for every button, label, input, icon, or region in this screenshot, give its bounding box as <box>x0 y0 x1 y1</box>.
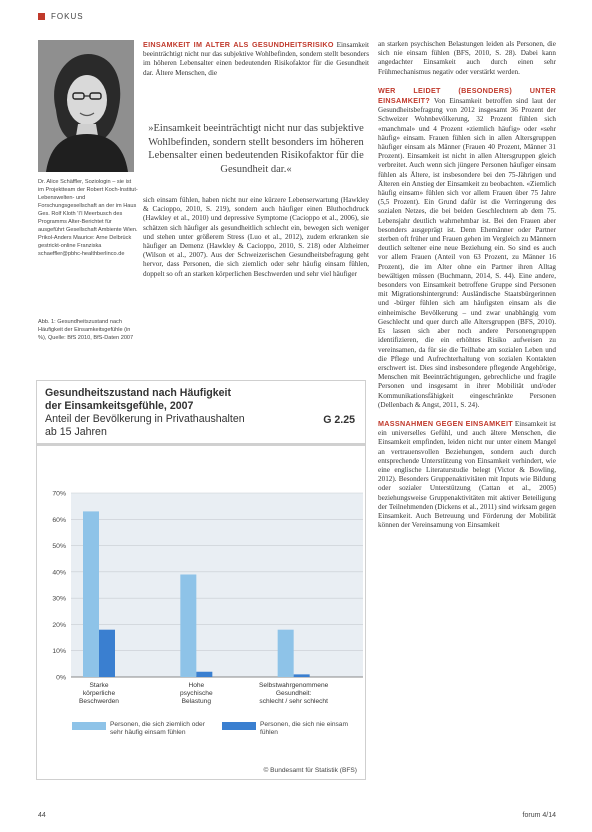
y-tick-label: 70% <box>52 490 66 498</box>
author-photo <box>38 40 134 172</box>
x-category-label: Hohe <box>188 682 205 689</box>
heading-health-risk: EINSAMKEIT IM ALTER ALS GESUNDHEITSRISIKO <box>143 40 334 49</box>
bar <box>278 630 294 677</box>
legend-label-lonely: Personen, die sich ziemlich oder sehr häufig einsam fühlen <box>110 721 205 737</box>
bar <box>294 674 310 677</box>
chart-subtitle-line-1: Anteil der Bevölkerung in Privathaushalten <box>45 413 245 425</box>
y-tick-label: 60% <box>52 516 66 524</box>
chart-panel <box>36 380 366 780</box>
page-number: 44 <box>38 812 46 819</box>
chart-title-line-1: Gesundheitszustand nach Häufigkeit <box>45 387 232 399</box>
column-right <box>378 40 556 804</box>
column-body <box>143 196 369 376</box>
bar <box>83 511 99 677</box>
paragraph-measures: Einsamkeit ist ein universelles Gefühl, und auch ältere Menschen, die Einsamkeit empfinden, leiden nicht nur unter einem Mangel an vertrauensvollen Beziehungen, sondern auch durch entsprechende Unterstützung von Einsamkeit verhindert, wie eine englische Literaturstudie belegt (Victor & Bowling, 2012). Besonders Gruppenaktivitäten mit Inputs wie Bildung oder sozialer Unterstützung (Cattan et al., 2005) beziehungsweise Gruppenaktivitäten mit aktiver Beteiligung der Teilnehmenden (Dickens et al., 2011) sind wirksam gegen Einsamkeit. Auch Betreuung und Förderung der Mobilität können der Vereinsamung von Einsamkeit <box>378 419 556 530</box>
y-tick-label: 40% <box>52 569 66 577</box>
body-text: sich einsam fühlen, haben nicht nur eine kürzere Lebenserwartung (Hawkley & Cacioppo, 2010, S. 219), sondern auch häufiger einen Bluthochdruck (Hawkley et al., 2010) und depressive Symptome (Cacioppo et al., 2006), sie schätzen sich häufiger als gesundheitlich schlecht ein, bewegen sich weniger und stehen unter größerem Stress (Luo et al., 2012), zudem erkranken sie häufiger an Demenz (Hawkley & Cacioppo, 2010, S. 218) oder Alzheimer (Wilson et al., 2007). Aus der Schweizerischen Gesundheitsbefragung geht hervor, dass Personen, die sich ziemlich oder sehr häufig einsam fühlen, doppelt so oft an starken körperlichen Beschwerden und sehr viel häufiger <box>143 196 369 278</box>
x-category-label: psychische <box>180 690 213 697</box>
chart-code: G 2.25 <box>323 414 355 426</box>
legend-swatch-lonely <box>72 722 106 730</box>
bar <box>180 574 196 677</box>
y-tick-label: 0% <box>56 674 66 682</box>
intro-text: Einsamkeit beeinträchtigt nicht nur das subjektive Wohlbefinden, sondern stellt besonders im höheren Lebensalter einen bedeutenden Risikofaktor für die Gesundheit dar. Ältere Menschen, die <box>143 41 369 77</box>
chart-title-line-2: der Einsamkeitsgefühle, 2007 <box>45 400 194 412</box>
section-kicker <box>38 12 84 21</box>
y-tick-label: 10% <box>52 648 66 656</box>
paragraph-continued: an starken psychischen Belastungen leiden als Personen, die sich nie einsam fühlen (BFS, 2010, S. 28). Dabei kann angedachter Einsamkeit auch durch einen sehr Frühmechanismus negativ oder verstärkt werden. <box>378 40 556 76</box>
y-tick-label: 20% <box>52 621 66 629</box>
x-category-label: Belastung <box>181 698 211 705</box>
legend-label-never-lonely: Personen, die sich nie einsam fühlen <box>260 721 348 737</box>
chart-legend <box>72 721 362 757</box>
chart-source: © Bundesamt für Statistik (BFS) <box>263 767 357 774</box>
issue-label: forum 4/14 <box>522 812 556 819</box>
x-category-labels <box>79 682 329 705</box>
chart-subtitle-line-2: ab 15 Jahren <box>45 426 107 438</box>
heading-measures: MASSNAHMEN GEGEN EINSAMKEIT <box>378 418 513 428</box>
legend-swatch-never-lonely <box>222 722 256 730</box>
column-intro <box>143 40 369 78</box>
figure-caption: Abb. 1: Gesundheitszustand nach Häufigkeit der Einsamkeitsgefühle (in %), Quelle: BfS 2010, BfS-Daten 2007 <box>38 319 134 341</box>
author-caption: Dr. Alice Schäffler, Soziologin – sie ist im Projektteam der Robert Koch-Institut-Lebenswelten- und Forschungsgesellschaft an der im Haus Ges. Rolf Kloth ’I’l Meerbusch des Programms Alter-Berichtet für ausgeführt Gesellschaft Ambiente Wien. Prikol-Anders Maurice: Arne Delbrück gestrickt-online Franziska schaeffler@pbhc-healthberlinco.de <box>38 179 138 257</box>
y-tick-labels <box>52 491 66 682</box>
bar <box>196 672 212 677</box>
pull-quote: »Einsamkeit beeinträchtigt nicht nur das subjektive Wohlbefinden, sondern stellt besonders im höheren Lebensalter einen bedeutenden Risikofaktor für die Gesundheit dar.« <box>148 123 364 175</box>
kicker-square-icon <box>38 13 45 20</box>
bar-chart <box>37 381 365 779</box>
y-tick-label: 30% <box>52 595 66 603</box>
legend-item-lonely <box>72 721 212 737</box>
section-label: FOKUS <box>51 12 84 21</box>
legend-item-never-lonely <box>222 721 362 737</box>
x-category-label: Starke <box>89 682 109 689</box>
x-category-label: Selbstwahrgenommene <box>259 682 329 689</box>
x-category-label: schlecht / sehr schlecht <box>259 698 328 705</box>
paragraph-who-suffers: Von Einsamkeit betroffen sind laut der Gesundheitsbefragung von 2012 insgesamt 36 Prozent der Schweizer Wohnbevölkerung, 32 Prozent fühlen sich «manchmal» und 4 Prozent «ziemlich häufig» oder «sehr häufig» einsam. Frauen fühlen sich in allen Altersgruppen häufiger einsam als Männer (Frauen 40 Prozent, Männer 31 Prozent). Einsamkeit ist nicht in allen Altersgruppen gleich verbreitet. Auch wenn sich jüngere Personen häufiger einsam fühlen als Ältere, ist insbesondere bei den 75-Jährigen und Älteren ein Anstieg der Einsamkeit zu beobachten. «Ziemlich häufig einsam» fühlen sich vor allem Frauen über 75 Jahre (5,5 Prozent). Ein Grund dafür ist die Verringerung des sozialen Netzes, die bei beiden Geschlechtern ab dem 75. Lebensjahr deutlich wahrnehmbar ist. Bei den Frauen aber besonders ausgeprägt ist. Denn Ehemänner oder Partner sterben oft früher und Frauen gehen im Vergleich zu Männern deutlich seltener eine neue Beziehung ein. So sind es auch vor allem Frauen (Anteil von 63 Prozent, zu Männer 16 Prozent), die im Alter ohne ein Partner ihren Alltag bewältigen müssen (Buchmann, 2014, S. 44). Eine andere, besonders von Einsamkeit betroffene Gruppe sind Personen mit Migrationshintergrund: Ausländische Staatsbürgerinnen und -bürger fühlen sich am häufigsten einsam als die einheimische Bevölkerung – und zwar unabhängig vom Geschlecht und quer durch alle Altersgruppen (BFS, 2010). Es lassen sich aber noch andere Personengruppen identifizieren, die ein erhöhtes Risiko aufweisen zu vereinsamen, da für sie die Teilhabe am sozialen Leben und die Pflege und Aufrechterhaltung von sozialen Kontakten erschwert ist. Dies sind insbesondere pflegende Angehörige, Menschen mit Beeinträchtigungen, gebrechliche und fragile Personen und insgesamt in ihrer Mobilität und/oder Kommunikationsfähigkeit eingeschränkte Personen (Dellenbach & Angst, 2011, S. 24). <box>378 97 556 409</box>
x-category-label: Beschwerden <box>79 698 119 705</box>
bar <box>99 630 115 677</box>
title-divider <box>37 443 365 446</box>
y-tick-label: 50% <box>52 543 66 551</box>
heading-who-suffers: WER LEIDET (BESONDERS) UNTER EINSAMKEIT? <box>378 85 556 106</box>
x-category-label: Gesundheit: <box>275 690 312 697</box>
x-category-label: körperliche <box>82 690 116 697</box>
